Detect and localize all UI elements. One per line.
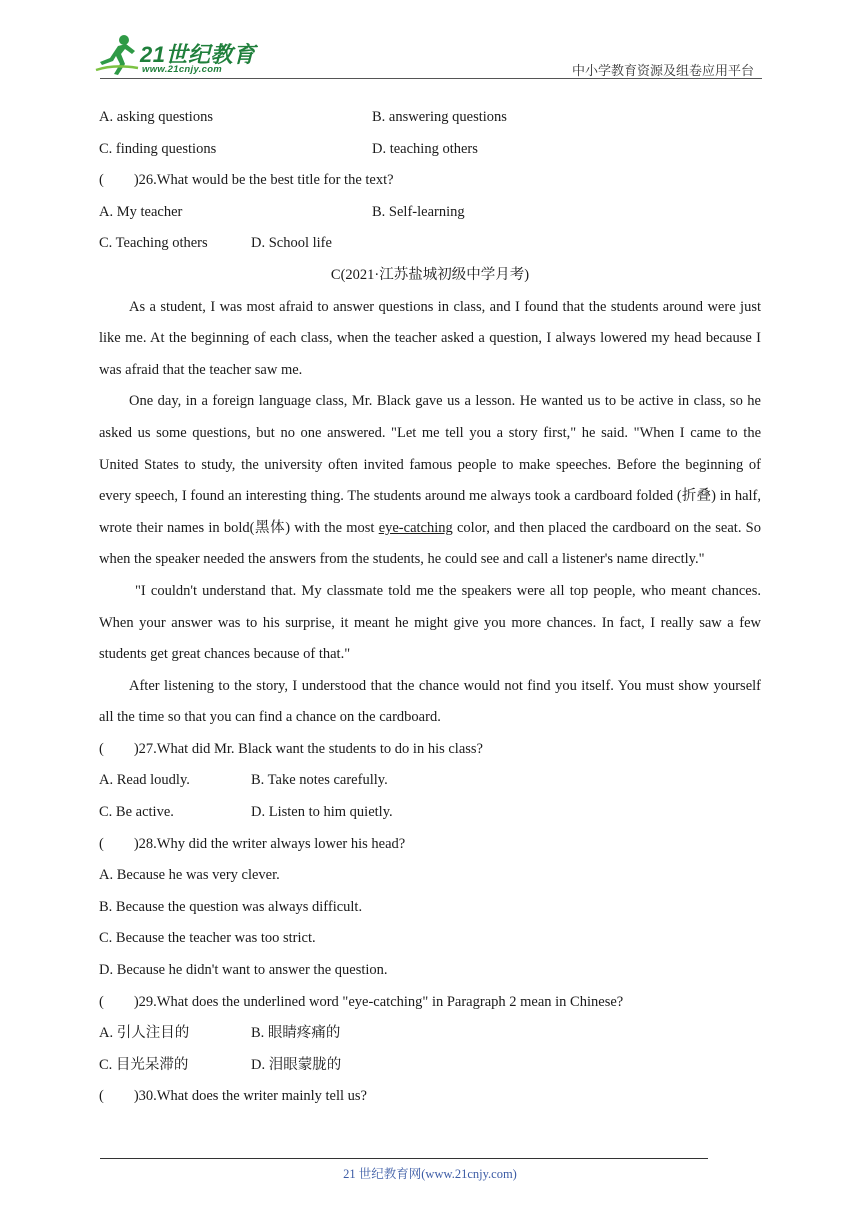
- question-30: [99, 1081, 761, 1113]
- option-d: D. School life: [251, 235, 332, 252]
- question-26: [99, 165, 761, 197]
- paragraph-text: One day, in a foreign language class, Mr. Black gave us a lesson. He wanted us to be active in class, so he asked us some questions, but no one answered. "Let me tell you a story first," he said. "When I came to the United States to study, the university often invited famous people to make speeches. Before the beginning of every speech, I found an interesting thing. The students around me always took a cardboard folded (折叠) in half, wrote their names in bold(黑体) with the most: [99, 393, 761, 536]
- option-b: B. answering questions: [372, 109, 507, 125]
- option-c: C. finding questions: [99, 140, 217, 157]
- answer-paren: (: [99, 172, 104, 189]
- underlined-word: eye-catching: [378, 519, 453, 536]
- logo-url: www.21cnjy.com: [142, 64, 223, 75]
- question-28: [99, 829, 761, 861]
- paragraph-text: color, and then placed the cardboard on the seat. So when the speaker needed the answers from the students, he could see and call a listener's name directly.": [99, 519, 761, 568]
- option-d: D. 泪眼蒙胧的: [251, 1056, 342, 1073]
- option-row: [99, 797, 761, 829]
- option-row: [99, 102, 761, 134]
- runner-logo-icon: [94, 34, 140, 76]
- option-row: [99, 228, 761, 260]
- option-a: A. My teacher: [99, 203, 183, 220]
- option-c: C. Be active.: [99, 804, 174, 821]
- option-a: A. Read loudly.: [99, 772, 190, 789]
- question-stem: )28.Why did the writer always lower his head?: [133, 835, 406, 852]
- option-d: D. teaching others: [372, 140, 478, 157]
- passage-paragraph-3: "I couldn't understand that. My classmate told me the speakers were all top people, who meant chances. When your answer was to his surprise, it meant he might give you more chances. In fact, I really saw a few students get great chances because of that.": [99, 582, 761, 663]
- footer-link[interactable]: 21 世纪教育网(www.21cnjy.com): [343, 1167, 517, 1181]
- logo[interactable]: [94, 34, 264, 78]
- option-c: C. Because the teacher was too strict.: [99, 930, 316, 947]
- logo-text: 21世纪教育: [140, 42, 256, 67]
- page-header: [0, 0, 860, 84]
- platform-name: 中小学教育资源及组卷应用平台: [571, 63, 754, 78]
- passage-paragraph-4: After listening to the story, I understood that the chance would not find you itself. You must show yourself all the time so that you can find a chance on the cardboard.: [99, 677, 761, 726]
- question-29: [99, 987, 761, 1019]
- question-stem: )30.What does the writer mainly tell us?: [133, 1088, 367, 1105]
- answer-paren: (: [99, 1088, 104, 1105]
- option-b: B. Self-learning: [372, 203, 465, 220]
- answer-paren: (: [99, 835, 104, 852]
- passage-paragraph-1: As a student, I was most afraid to answer questions in class, and I found that the students around were just like me. At the beginning of each class, when the teacher asked a question, I always lowered my head because I was afraid that the teacher saw me.: [99, 298, 761, 378]
- option-b: B. 眼睛疼痛的: [251, 1025, 341, 1042]
- option-a: A. asking questions: [99, 109, 213, 125]
- option-row: [99, 1050, 761, 1082]
- question-stem: )26.What would be the best title for the text?: [133, 172, 394, 189]
- option-c: C. Teaching others: [99, 235, 208, 252]
- option-row: [99, 197, 761, 229]
- passage-paragraph-2: [99, 386, 761, 576]
- question-stem: )27.What did Mr. Black want the students to do in his class?: [133, 740, 483, 757]
- option-b: B. Take notes carefully.: [251, 772, 388, 789]
- option-row: [99, 134, 761, 166]
- question-stem: )29.What does the underlined word "eye-catching" in Paragraph 2 mean in Chinese?: [133, 993, 624, 1010]
- option-d: D. Listen to him quietly.: [251, 804, 393, 821]
- footer-divider: [100, 1158, 708, 1159]
- answer-paren: (: [99, 740, 104, 757]
- answer-paren: (: [99, 993, 104, 1010]
- document-body: [99, 102, 761, 1113]
- question-27: [99, 734, 761, 766]
- header-divider: [100, 78, 762, 79]
- section-title: C(2021·江苏盐城初级中学月考): [330, 266, 530, 283]
- option-row: [99, 1018, 761, 1050]
- option-d: D. Because he didn't want to answer the question.: [99, 962, 388, 979]
- option-a: A. 引人注目的: [99, 1025, 190, 1042]
- option-row: [99, 765, 761, 797]
- option-a: A. Because he was very clever.: [99, 867, 280, 884]
- option-b: B. Because the question was always difficult.: [99, 898, 363, 915]
- option-c: C. 目光呆滞的: [99, 1056, 189, 1073]
